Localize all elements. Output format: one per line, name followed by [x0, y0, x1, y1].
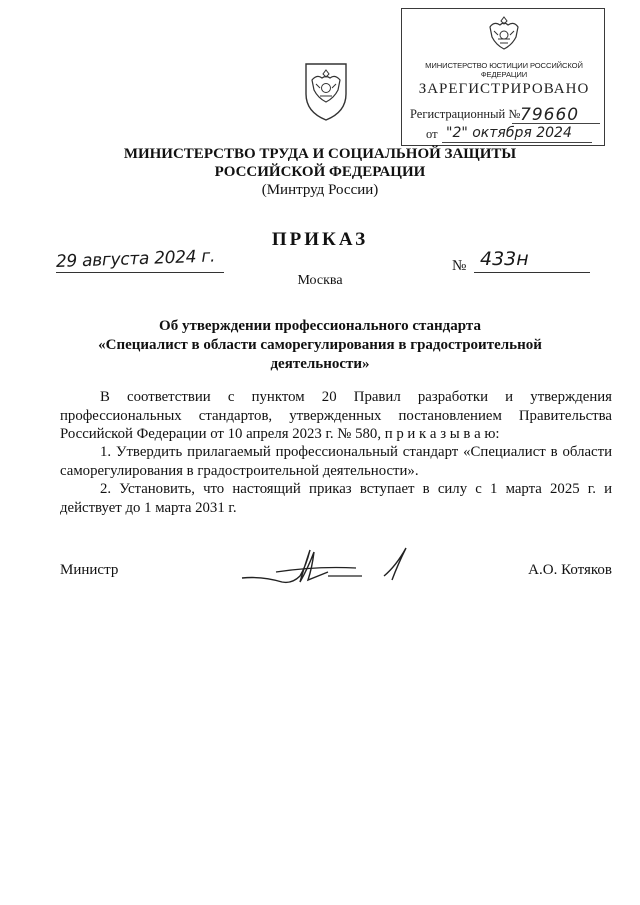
- registration-stamp: [401, 8, 605, 146]
- stamp-date-underline: [442, 142, 592, 143]
- stamp-registered-label: ЗАРЕГИСТРИРОВАНО: [418, 81, 590, 97]
- subject-line1: Об утверждении профессионального стандарта: [159, 318, 481, 334]
- ministry-name-line1: МИНИСТЕРСТВО ТРУДА И СОЦИАЛЬНОЙ ЗАЩИТЫ: [123, 146, 517, 162]
- stamp-ministry-name: МИНИСТЕРСТВО ЮСТИЦИИ РОССИЙСКОЙ ФЕДЕРАЦИИ: [425, 61, 583, 79]
- subject-line2: «Специалист в области саморегулирования в градостроительной: [98, 337, 542, 353]
- ministry-emblem-icon: [300, 60, 352, 122]
- coat-of-arms-icon: [484, 13, 524, 57]
- stamp-reg-number-label: Регистрационный №: [410, 107, 521, 121]
- subject-line3: деятельности»: [270, 356, 370, 372]
- order-item-1: 1. Утвердить прилагаемый профессиональный стандарт «Специалист в области саморегулирования в градостроительной деятельности».: [60, 444, 612, 479]
- order-date: 29 августа 2024 г.: [55, 246, 216, 272]
- order-number-sign: №: [452, 258, 467, 274]
- signer-name: А.О. Котяков: [528, 562, 612, 578]
- signer-title: Министр: [60, 562, 119, 578]
- stamp-reg-number-underline: [512, 123, 600, 124]
- preamble-paragraph: В соответствии с пунктом 20 Правил разработки и утверждения профессиональных стандартов, утвержденных постановлением Правительства Российской Федерации от 10 апреля 2023 г. № 580, п р и к а з ы в а ю:: [60, 389, 612, 442]
- stamp-date-prefix: от: [426, 127, 438, 141]
- document-title: ПРИКАЗ: [271, 229, 369, 250]
- stamp-date: "2" октября 2024: [446, 125, 572, 141]
- stamp-reg-number: 79660: [520, 105, 580, 125]
- order-city: Москва: [297, 273, 343, 288]
- ministry-name-line2: РОССИЙСКОЙ ФЕДЕРАЦИИ: [214, 164, 426, 180]
- order-item-2: 2. Установить, что настоящий приказ вступает в силу с 1 марта 2025 г. и действует до 1 марта 2031 г.: [60, 481, 612, 516]
- ministry-short-name: (Минтруд России): [261, 182, 379, 198]
- order-number: 433н: [480, 248, 529, 270]
